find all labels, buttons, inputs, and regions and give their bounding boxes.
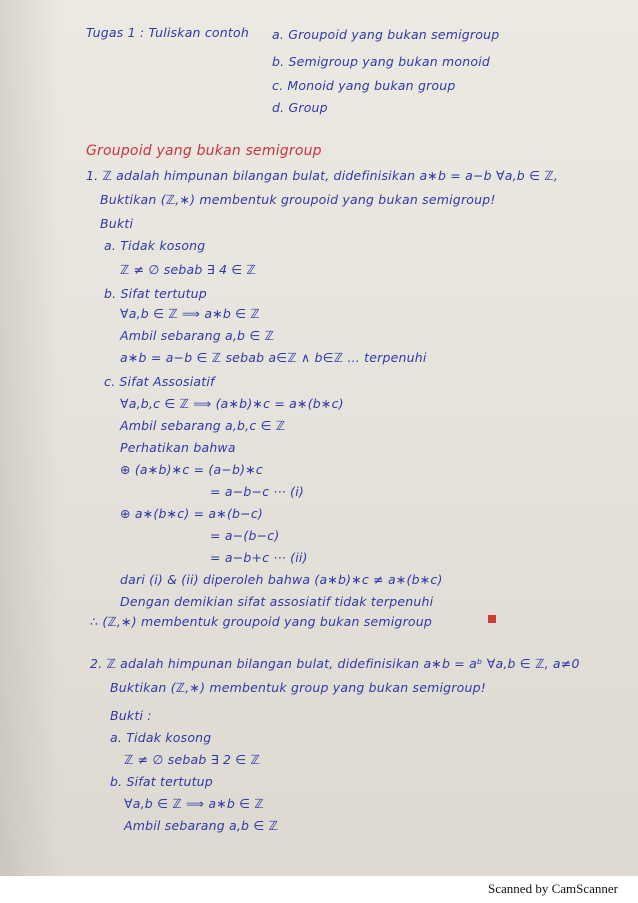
step-b-title: b. Sifat tertutup (104, 286, 207, 301)
step-b-def: ∀a,b ∈ ℤ ⟹ a∗b ∈ ℤ (120, 306, 260, 321)
calc-2-line-2: = a−(b−c) (210, 528, 280, 543)
problem-2-task: Buktikan (ℤ,∗) membentuk group yang bukan semigroup! (110, 680, 486, 695)
step-c-def: ∀a,b,c ∈ ℤ ⟹ (a∗b)∗c = a∗(b∗c) (120, 396, 344, 411)
proof-label: Bukti (100, 216, 134, 231)
step-c-note: Perhatikan bahwa (120, 440, 236, 455)
proof-2-label: Bukti : (110, 708, 152, 723)
step-a-body: ℤ ≠ ∅ sebab ∃ 4 ∈ ℤ (120, 262, 257, 277)
calc-2-line-3: = a−b+c ··· (ii) (210, 550, 308, 565)
problem-1-statement: 1. ℤ adalah himpunan bilangan bulat, didefinisikan a∗b = a−b ∀a,b ∈ ℤ, (86, 168, 559, 183)
task-item-d: d. Group (272, 100, 328, 115)
step-2b-take: Ambil sebarang a,b ∈ ℤ (124, 818, 279, 833)
step-2a-title: a. Tidak kosong (110, 730, 212, 745)
calc-1-line-2: = a−b−c ··· (i) (210, 484, 304, 499)
problem-1-task: Buktikan (ℤ,∗) membentuk groupoid yang bukan semigroup! (100, 192, 496, 207)
conclusion-assoc: Dengan demikian sifat assosiatif tidak terpenuhi (120, 594, 434, 609)
step-c-take: Ambil sebarang a,b,c ∈ ℤ (120, 418, 286, 433)
task-item-c: c. Monoid yang bukan group (272, 78, 456, 93)
section-title: Groupoid yang bukan semigroup (86, 143, 322, 159)
step-2b-title: b. Sifat tertutup (110, 774, 213, 789)
task-item-a: a. Groupoid yang bukan semigroup (272, 27, 500, 42)
comparison-line: dari (i) & (ii) diperoleh bahwa (a∗b)∗c ≠ a∗(b∗c) (120, 572, 443, 587)
conclusion-1: ∴ (ℤ,∗) membentuk groupoid yang bukan semigroup (90, 614, 433, 629)
step-2a-body: ℤ ≠ ∅ sebab ∃ 2 ∈ ℤ (124, 752, 261, 767)
step-c-title: c. Sifat Assosiatif (104, 374, 215, 389)
step-a-title: a. Tidak kosong (104, 238, 206, 253)
calc-1-line-1: ⊕ (a∗b)∗c = (a−b)∗c (120, 462, 264, 477)
calc-2-line-1: ⊕ a∗(b∗c) = a∗(b−c) (120, 506, 264, 521)
problem-2-statement: 2. ℤ adalah himpunan bilangan bulat, didefinisikan a∗b = aᵇ ∀a,b ∈ ℤ, a≠0 (90, 656, 580, 671)
end-of-proof-mark (488, 615, 496, 623)
step-2b-def: ∀a,b ∈ ℤ ⟹ a∗b ∈ ℤ (124, 796, 264, 811)
page-shadow (0, 0, 60, 876)
task-label: Tugas 1 : Tuliskan contoh (86, 25, 249, 40)
step-b-take: Ambil sebarang a,b ∈ ℤ (120, 328, 275, 343)
scanner-watermark: Scanned by CamScanner (488, 881, 618, 896)
task-item-b: b. Semigroup yang bukan monoid (272, 54, 491, 69)
scanner-footer (0, 876, 638, 903)
step-b-result: a∗b = a−b ∈ ℤ sebab a∈ℤ ∧ b∈ℤ ... terpenuhi (120, 350, 427, 365)
